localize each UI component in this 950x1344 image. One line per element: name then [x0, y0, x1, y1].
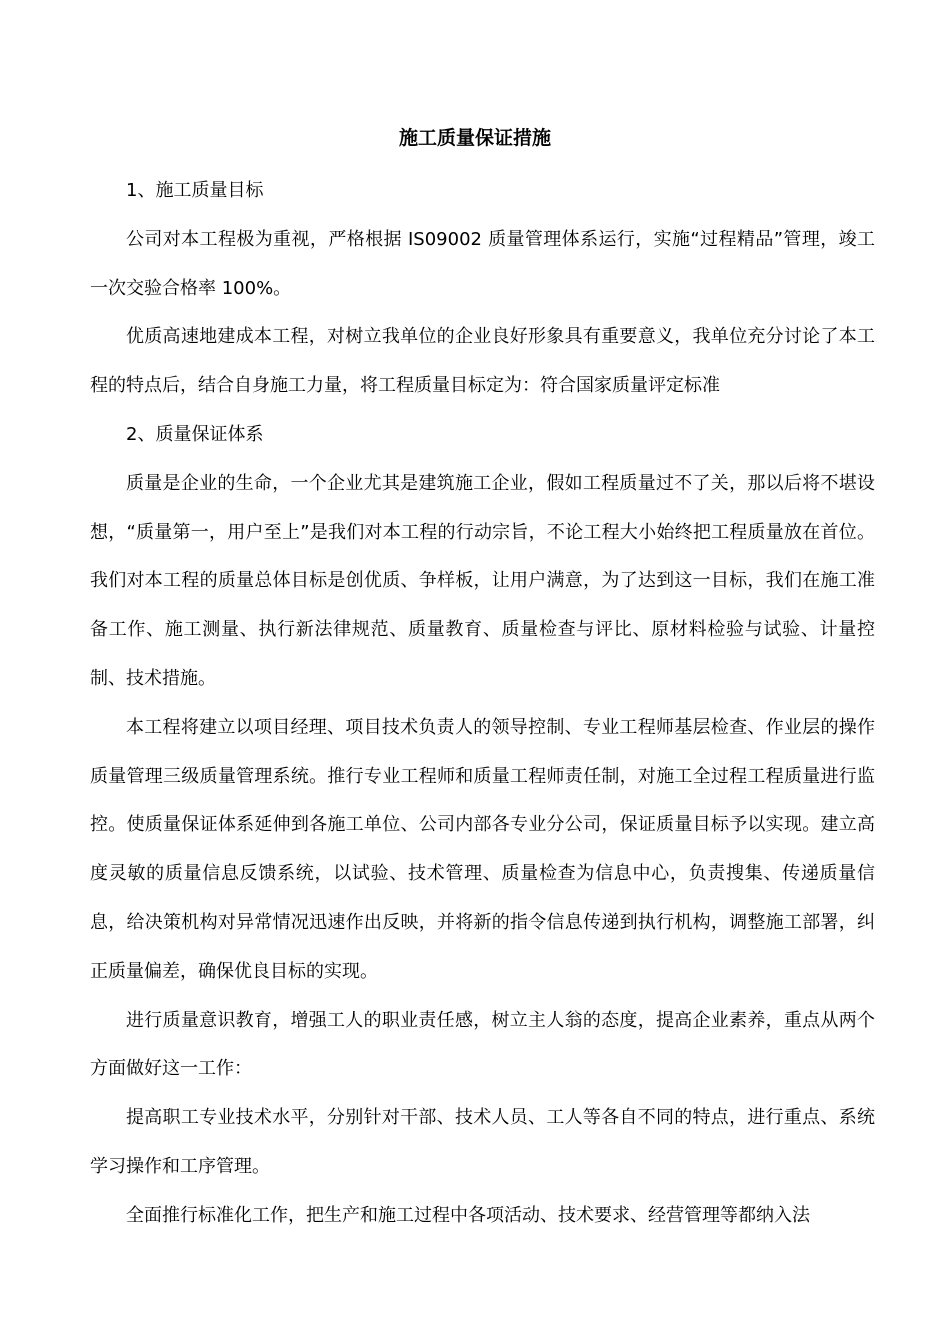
- section-heading-quality-target: 1、施工质量目标: [126, 180, 264, 201]
- paragraph: 公司对本工程极为重视，严格根据 IS09002 质量管理体系运行，实施“过程精品”管理，竣工一次交验合格率 100%。: [90, 228, 875, 299]
- document-title: 施工质量保证措施: [398, 127, 551, 149]
- document-body: [90, 167, 875, 1241]
- paragraph: 提高职工专业技术水平，分别针对干部、技术人员、工人等各自不同的特点，进行重点、系统学习操作和工序管理。: [90, 1107, 875, 1177]
- paragraph: 全面推行标准化工作，把生产和施工过程中各项活动、技术要求、经营管理等都纳入法: [126, 1204, 810, 1226]
- paragraph: 进行质量意识教育，增强工人的职业责任感，树立主人翁的态度，提高企业素养，重点从两个方面做好这一工作：: [90, 1009, 875, 1080]
- paragraph: 质量是企业的生命，一个企业尤其是建筑施工企业，假如工程质量过不了关，那以后将不堪设想，“质量第一，用户至上”是我们对本工程的行动宗旨，不论工程大小始终把工程质量放在首位。我们对本工程的质量总体目标是创优质、争样板，让用户满意，为了达到这一目标，我们在施工准备工作、施工测量、执行新法律规范、质量教育、质量检查与评比、原材料检验与试验、计量控制、技术措施。: [90, 472, 875, 689]
- paragraph: 本工程将建立以项目经理、项目技术负责人的领导控制、专业工程师基层检查、作业层的操作质量管理三级质量管理系统。推行专业工程师和质量工程师责任制，对施工全过程工程质量进行监控。使质量保证体系延伸到各施工单位、公司内部各专业分公司，保证质量目标予以实现。建立高度灵敏的质量信息反馈系统，以试验、技术管理、质量检查为信息中心，负责搜集、传递质量信息，给决策机构对异常情况迅速作出反映，并将新的指令信息传递到执行机构，调整施工部署，纠正质量偏差，确保优良目标的实现。: [90, 716, 875, 982]
- paragraph: 优质高速地建成本工程，对树立我单位的企业良好形象具有重要意义，我单位充分讨论了本工程的特点后，结合自身施工力量，将工程质量目标定为：符合国家质量评定标准: [90, 326, 875, 397]
- section-heading-quality-system: 2、质量保证体系: [126, 423, 264, 445]
